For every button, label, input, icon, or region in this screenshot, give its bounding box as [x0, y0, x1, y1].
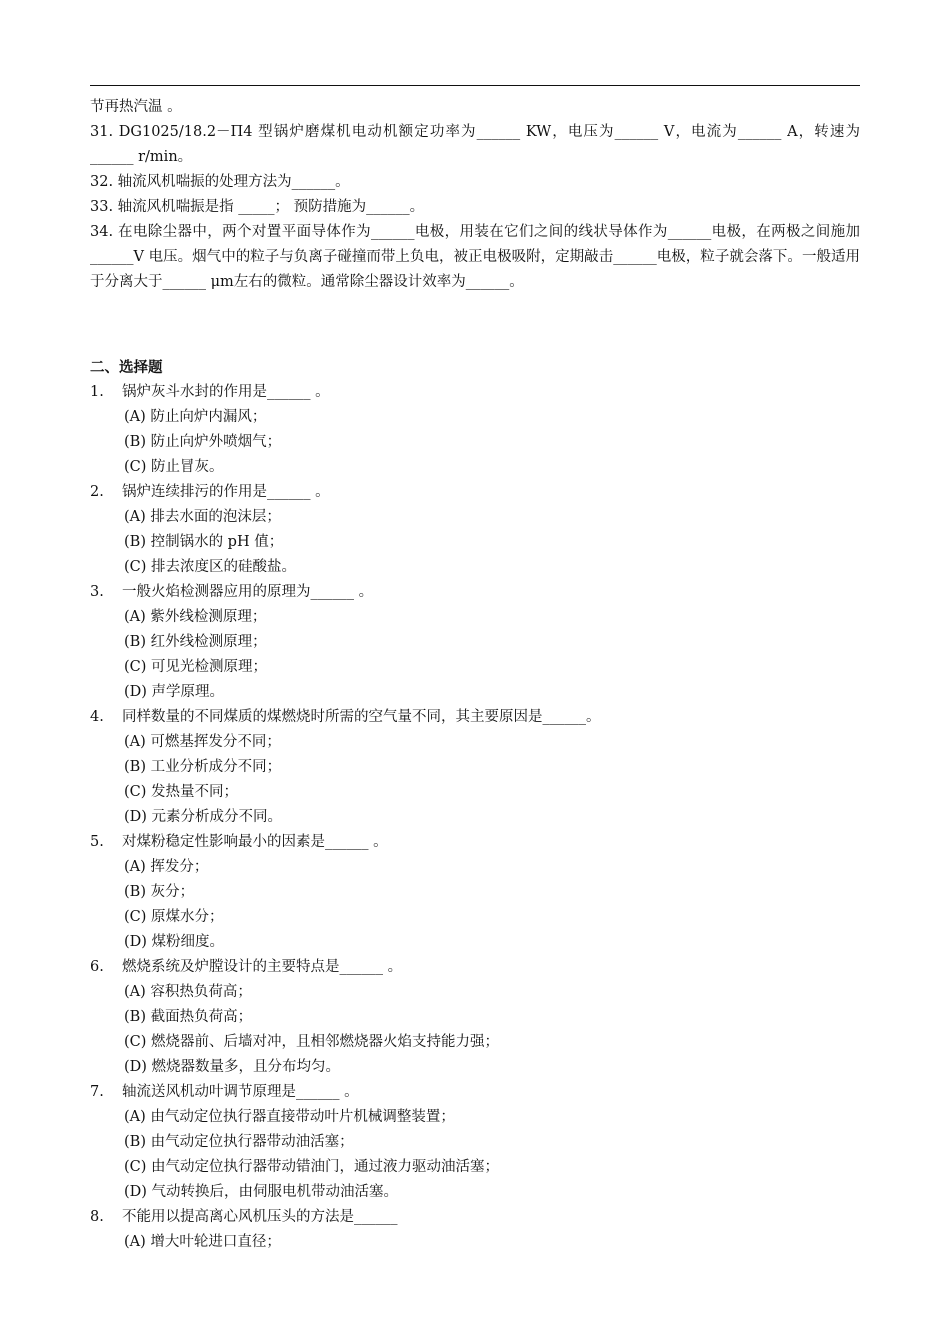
- question-text: 燃烧系统及炉膛设计的主要特点是______ 。: [122, 959, 403, 975]
- question-stem: [90, 580, 860, 605]
- answer-option: (A) 防止向炉内漏风；: [124, 409, 267, 425]
- answer-option: (A) 容积热负荷高；: [124, 984, 252, 1000]
- fill-in-item-34: 34. 在电除尘器中，两个对置平面导体作为______电极，用装在它们之间的线状导体作为______电极，在两极之间施加______V 电压。烟气中的粒子与负离子碰撞而带上负电，被正电极吸附，定期敲击______电极，粒子就会落下。一般适用于分离大于______ μm左右的微粒。通常除尘器设计效率为______。: [90, 224, 860, 290]
- question-stem: [90, 480, 860, 505]
- answer-option: (C) 排去浓度区的硅酸盐。: [124, 559, 297, 575]
- fill-in-item-31: 31. DG1025/18.2－Π4 型锅炉磨煤机电动机额定功率为______ KW，电压为______ V，电流为______ A，转速为______ r/min。: [90, 124, 860, 165]
- answer-option: (B) 防止向炉外喷烟气；: [124, 434, 282, 450]
- answer-option: (D) 煤粉细度。: [124, 934, 225, 950]
- question-stem: [90, 955, 860, 980]
- question-text: 同样数量的不同煤质的煤燃烧时所需的空气量不同，其主要原因是______。: [122, 709, 601, 725]
- question-stem: [90, 830, 860, 855]
- question-number: 4.: [90, 709, 104, 725]
- fill-in-item-33: 33. 轴流风机喘振是指 _____； 预防措施为______。: [90, 199, 425, 215]
- question-stem: [90, 1080, 860, 1105]
- question-number: 6.: [90, 959, 104, 975]
- answer-option: (A) 排去水面的泡沫层；: [124, 509, 281, 525]
- answer-option: (D) 元素分析成分不同。: [124, 809, 283, 825]
- section-title: 二、选择题: [90, 359, 163, 376]
- answer-option: (B) 截面热负荷高；: [124, 1009, 253, 1025]
- question-text: 锅炉灰斗水封的作用是______ 。: [122, 384, 330, 400]
- fill-in-item-32: 32. 轴流风机喘振的处理方法为______。: [90, 174, 350, 190]
- answer-option: (A) 可燃基挥发分不同；: [124, 734, 281, 750]
- answer-option: (C) 可见光检测原理；: [124, 659, 268, 675]
- question-stem: [90, 705, 860, 730]
- continued-text: 节再热汽温 。: [90, 99, 182, 115]
- answer-option: (C) 原煤水分；: [124, 909, 224, 925]
- answer-option: (B) 红外线检测原理；: [124, 634, 267, 650]
- answer-option: (C) 燃烧器前、后墙对冲，且相邻燃烧器火焰支持能力强；: [124, 1034, 500, 1050]
- answer-option: (B) 由气动定位执行器带动油活塞；: [124, 1134, 354, 1150]
- answer-option: (B) 工业分析成分不同；: [124, 759, 282, 775]
- answer-option: (A) 由气动定位执行器直接带动叶片机械调整装置；: [124, 1109, 455, 1125]
- question-text: 对煤粉稳定性影响最小的因素是______ 。: [122, 834, 388, 850]
- question-list: [90, 380, 860, 1255]
- question-number: 7.: [90, 1084, 104, 1100]
- answer-option: (D) 燃烧器数量多，且分布均匀。: [124, 1059, 341, 1075]
- answer-option: (B) 控制锅水的 pH 值；: [124, 534, 284, 550]
- answer-option: (D) 声学原理。: [124, 684, 225, 700]
- question-number: 3.: [90, 584, 104, 600]
- question-number: 2.: [90, 484, 104, 500]
- question-number: 1.: [90, 384, 104, 400]
- question-number: 8.: [90, 1209, 104, 1225]
- answer-option: (C) 防止冒灰。: [124, 459, 224, 475]
- answer-option: (D) 气动转换后，由伺服电机带动油活塞。: [124, 1184, 399, 1200]
- question-text: 一般火焰检测器应用的原理为______ 。: [122, 584, 374, 600]
- question-text: 不能用以提高离心风机压头的方法是______: [122, 1209, 398, 1225]
- answer-option: (A) 挥发分；: [124, 859, 209, 875]
- answer-option: (A) 增大叶轮进口直径；: [124, 1234, 281, 1250]
- answer-option: (C) 发热量不同；: [124, 784, 239, 800]
- question-stem: [90, 1205, 860, 1230]
- answer-option: (C) 由气动定位执行器带动错油门，通过液力驱动油活塞；: [124, 1159, 500, 1175]
- question-text: 轴流送风机动叶调节原理是______ 。: [122, 1084, 359, 1100]
- document-body: [90, 95, 860, 1255]
- question-number: 5.: [90, 834, 104, 850]
- question-stem: [90, 380, 860, 405]
- header-rule: [90, 85, 860, 86]
- question-text: 锅炉连续排污的作用是______ 。: [122, 484, 330, 500]
- answer-option: (B) 灰分；: [124, 884, 195, 900]
- answer-option: (A) 紫外线检测原理；: [124, 609, 267, 625]
- section-gap: [90, 295, 860, 355]
